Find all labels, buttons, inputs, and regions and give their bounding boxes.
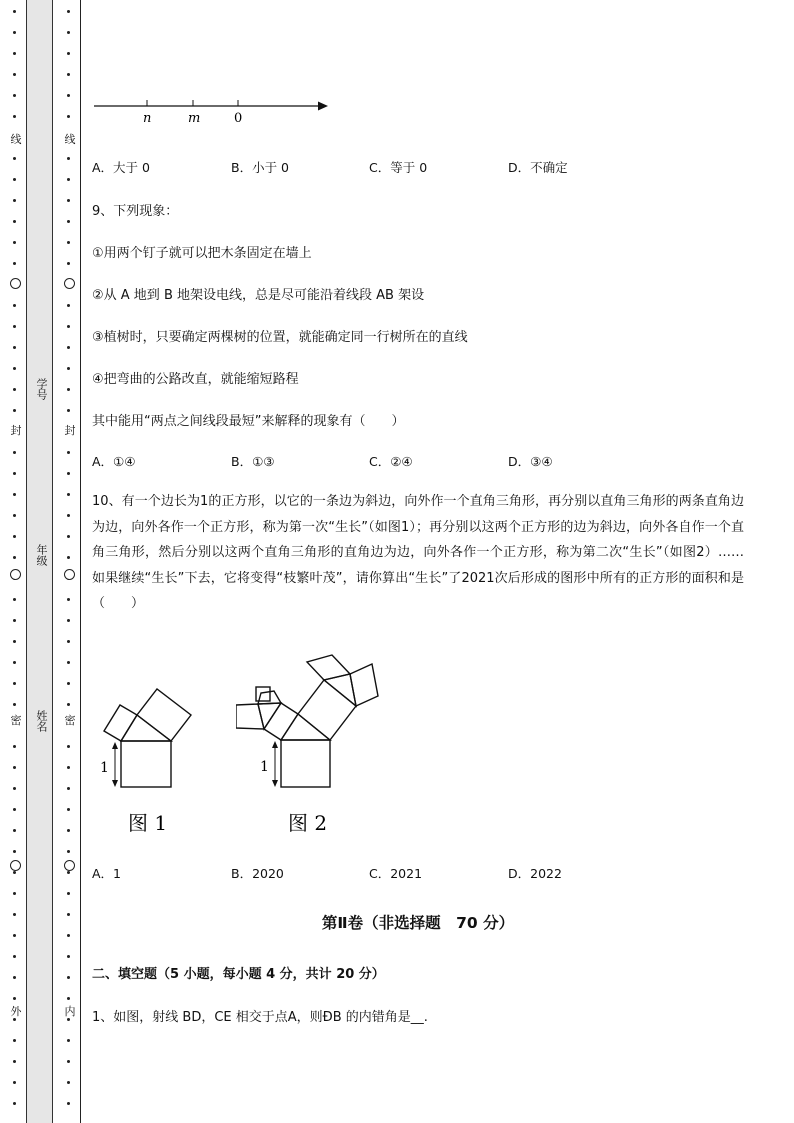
margin-dot — [13, 808, 16, 811]
margin-dot — [13, 220, 16, 223]
margin-dot — [13, 556, 16, 559]
inner-circle — [64, 278, 75, 289]
margin-dot — [13, 493, 16, 496]
number-line-figure — [92, 92, 332, 128]
q9-option-d[interactable]: D．③④ — [508, 454, 553, 469]
margin-dot — [67, 115, 70, 118]
q8-option-d[interactable]: D．不确定 — [508, 160, 568, 175]
margin-dot — [67, 661, 70, 664]
q9-item-1: ①用两个钉子就可以把木条固定在墙上 — [92, 246, 312, 261]
margin-dot — [67, 367, 70, 370]
margin-dot — [13, 871, 16, 874]
margin-dot — [67, 388, 70, 391]
margin-dot — [13, 892, 16, 895]
margin-dot — [67, 1102, 70, 1105]
margin-dot — [13, 1039, 16, 1042]
margin-dot — [13, 535, 16, 538]
binding-margin — [0, 0, 82, 1123]
margin-dot — [67, 1039, 70, 1042]
margin-dot — [13, 304, 16, 307]
outer-mark-feng: 封 — [10, 424, 22, 437]
margin-dot — [67, 1060, 70, 1063]
figure-1 — [96, 682, 206, 848]
q9-item-4: ④把弯曲的公路改直，就能缩短路程 — [92, 372, 299, 387]
q10-text: 10、有一个边长为1的正方形，以它的一条边为斜边，向外作一个直角三角形，再分别以直角三角形的两条直角边为边，向外各作一个正方形，称为第一次“生长”（如图1）；再分别以这两个正方形的边为斜边，向外各自作一个直角三角形，然后分别以这两个直角三角形的直角边为边，向外各作一个正方形，称为第二次“生长”（如图2）……如果继续“生长”下去，它将变得“枝繁叶茂”，请你算出“生长”了2021次后形成的图形中所有的正方形的面积和是（ ） — [92, 494, 744, 611]
margin-dot — [67, 892, 70, 895]
margin-dot — [13, 934, 16, 937]
margin-dot — [67, 535, 70, 538]
outer-circle — [10, 569, 21, 580]
margin-dot — [13, 1018, 16, 1021]
square-right-1 — [298, 680, 356, 740]
margin-dot — [67, 178, 70, 181]
q9-stem: 9、下列现象： — [92, 204, 179, 219]
margin-dot — [67, 325, 70, 328]
inner-circle — [64, 569, 75, 580]
margin-dot — [67, 913, 70, 916]
q9-question: 其中能用“两点之间线段最短”来解释的现象有（ ） — [92, 414, 405, 429]
side-label: 1 — [100, 760, 109, 776]
label-0: 0 — [234, 111, 243, 126]
inner-mark-feng: 封 — [64, 424, 76, 437]
margin-dot — [67, 346, 70, 349]
base-square — [121, 741, 171, 787]
arrow-bottom — [272, 780, 278, 787]
figure-2-caption: 图 2 — [288, 811, 328, 835]
right-square — [137, 689, 191, 741]
base-square — [281, 740, 330, 787]
outer-circle — [10, 860, 21, 871]
margin-dot — [13, 829, 16, 832]
margin-dot — [13, 850, 16, 853]
outer-mark-mi: 密 — [10, 714, 22, 727]
field-name: 姓名 — [35, 710, 48, 732]
margin-dot — [67, 514, 70, 517]
margin-dot — [13, 451, 16, 454]
q10-option-b[interactable]: B．2020 — [231, 866, 284, 881]
number-line-arrow — [318, 102, 328, 111]
margin-dot — [67, 73, 70, 76]
arrow-bottom — [112, 780, 118, 787]
arrow-top — [272, 741, 278, 748]
inner-dot-column — [64, 0, 74, 1123]
margin-dot — [67, 10, 70, 13]
outer-dot-column — [10, 0, 20, 1123]
margin-dot — [67, 703, 70, 706]
margin-dot — [67, 598, 70, 601]
margin-dot — [13, 10, 16, 13]
margin-dot — [67, 556, 70, 559]
margin-dot — [13, 745, 16, 748]
margin-dot — [67, 766, 70, 769]
q8-option-a[interactable]: A．大于 0 — [92, 160, 150, 175]
q8-option-b[interactable]: B．小于 0 — [231, 160, 290, 175]
inner-circle — [64, 860, 75, 871]
margin-dot — [13, 73, 16, 76]
margin-dot — [13, 409, 16, 412]
margin-dot — [13, 388, 16, 391]
margin-dot — [67, 934, 70, 937]
q10-option-a[interactable]: A．1 — [92, 866, 122, 881]
margin-dot — [67, 304, 70, 307]
triangle-1 — [281, 714, 330, 740]
margin-dot — [13, 787, 16, 790]
margin-dot — [13, 178, 16, 181]
margin-dot — [67, 871, 70, 874]
field-student-id: 学号 — [35, 378, 48, 400]
margin-dot — [67, 955, 70, 958]
inner-mark-xian: 线 — [64, 133, 76, 146]
margin-dot — [67, 850, 70, 853]
margin-dot — [13, 94, 16, 97]
margin-dot — [67, 1081, 70, 1084]
margin-dot — [67, 31, 70, 34]
margin-dot — [67, 787, 70, 790]
part-2-title: 第Ⅱ卷（非选择题 70 分） — [321, 914, 515, 932]
q8-option-c[interactable]: C．等于 0 — [369, 160, 428, 175]
margin-dot — [13, 367, 16, 370]
margin-dot — [67, 976, 70, 979]
margin-dot — [13, 346, 16, 349]
arrow-top — [112, 742, 118, 749]
inner-mark-nei: 内 — [64, 1005, 76, 1018]
fill-question-1: 1、如图，射线 BD，CE 相交于点A，则ÐB 的内错角是__. — [92, 1010, 428, 1025]
outer-mark-wai: 外 — [10, 1005, 22, 1018]
side-label: 1 — [260, 759, 269, 775]
margin-dot — [13, 766, 16, 769]
margin-dot — [67, 640, 70, 643]
square-2a-small — [256, 687, 270, 701]
margin-dot — [13, 514, 16, 517]
section-2-title: 二、填空题（5 小题，每小题 4 分，共计 20 分） — [92, 967, 385, 982]
margin-dot — [13, 661, 16, 664]
margin-dot — [67, 472, 70, 475]
margin-dot — [13, 913, 16, 916]
margin-dot — [67, 451, 70, 454]
margin-dot — [13, 619, 16, 622]
outer-mark-xian: 线 — [10, 133, 22, 146]
margin-dot — [13, 472, 16, 475]
outer-circle — [10, 278, 21, 289]
margin-dot — [67, 94, 70, 97]
left-square — [104, 705, 137, 741]
margin-dot — [13, 703, 16, 706]
q10-option-c[interactable]: C．2021 — [369, 866, 423, 881]
margin-dot — [13, 976, 16, 979]
margin-dot — [67, 241, 70, 244]
margin-dot — [67, 997, 70, 1000]
label-m: m — [188, 111, 201, 126]
margin-dot — [13, 241, 16, 244]
margin-dot — [67, 157, 70, 160]
q9-option-c[interactable]: C．②④ — [369, 454, 413, 469]
margin-dot — [13, 115, 16, 118]
margin-dot — [67, 220, 70, 223]
margin-dot — [67, 745, 70, 748]
figure-1-caption: 图 1 — [128, 811, 168, 835]
square-2b-left — [307, 655, 350, 680]
q9-option-b[interactable]: B．①③ — [231, 454, 275, 469]
q10-option-d[interactable]: D．2022 — [508, 866, 562, 881]
margin-dot — [67, 619, 70, 622]
inner-mark-mi: 密 — [64, 714, 76, 727]
label-n: n — [143, 111, 152, 126]
margin-dot — [67, 682, 70, 685]
margin-dot — [13, 31, 16, 34]
margin-rule — [80, 0, 81, 1123]
figure-2 — [236, 646, 396, 848]
q9-option-a[interactable]: A．①④ — [92, 454, 136, 469]
square-2b-right — [350, 664, 378, 706]
margin-dot — [13, 1081, 16, 1084]
margin-dot — [67, 493, 70, 496]
margin-dot — [13, 1060, 16, 1063]
margin-dot — [13, 52, 16, 55]
margin-dot — [13, 955, 16, 958]
margin-dot — [67, 262, 70, 265]
margin-dot — [13, 598, 16, 601]
margin-dot — [13, 682, 16, 685]
margin-dot — [67, 808, 70, 811]
margin-dot — [13, 997, 16, 1000]
margin-dot — [13, 199, 16, 202]
margin-dot — [13, 157, 16, 160]
q9-item-2: ②从 A 地到 B 地架设电线，总是尽可能沿着线段 AB 架设 — [92, 288, 425, 303]
square-2a-left — [236, 704, 264, 729]
margin-dot — [67, 829, 70, 832]
margin-dot — [67, 1018, 70, 1021]
margin-dot — [67, 199, 70, 202]
margin-dot — [13, 262, 16, 265]
margin-dot — [13, 325, 16, 328]
field-grade: 年级 — [35, 544, 48, 566]
margin-dot — [67, 409, 70, 412]
margin-dot — [13, 640, 16, 643]
margin-dot — [67, 52, 70, 55]
q9-item-3: ③植树时，只要确定两棵树的位置，就能确定同一行树所在的直线 — [92, 330, 468, 345]
margin-dot — [13, 1102, 16, 1105]
